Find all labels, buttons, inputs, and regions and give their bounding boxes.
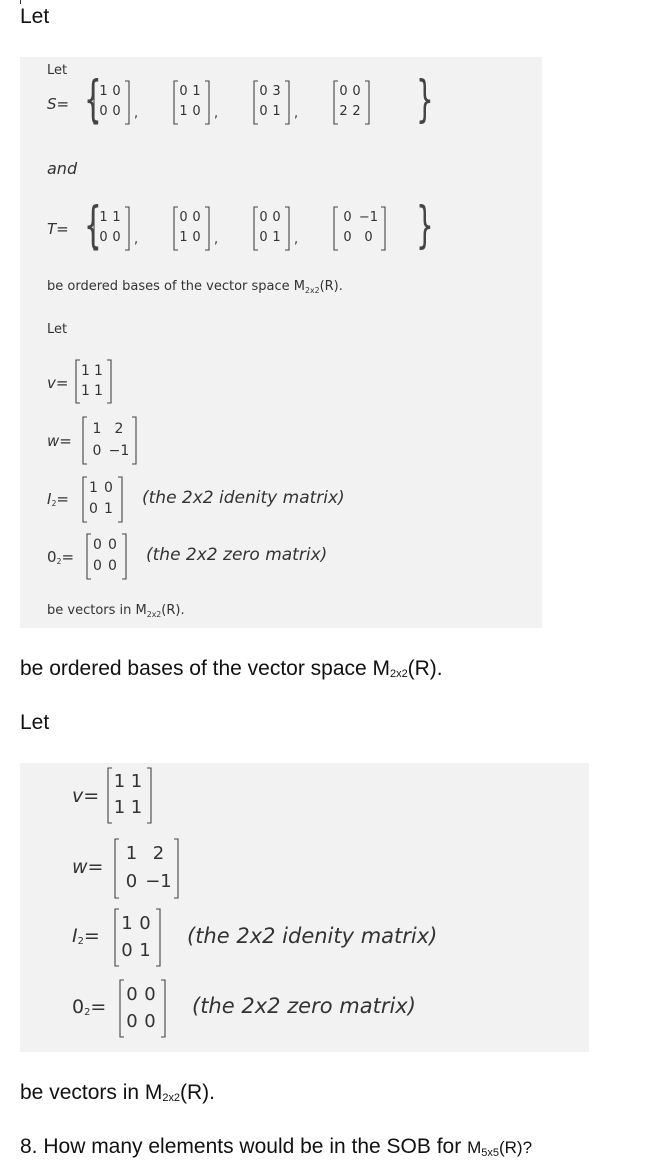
matrix-entry: 1 xyxy=(104,501,113,517)
p1-v-label: v= xyxy=(47,374,69,392)
set-T-label: T= xyxy=(47,220,69,238)
set-comma: , xyxy=(134,232,139,247)
matrix-entry: 0 xyxy=(126,984,138,1005)
matrix-entry: 1 xyxy=(272,104,281,119)
set-open-brace: { xyxy=(84,196,102,254)
matrix-entry: −1 xyxy=(108,443,130,459)
matrix-entry: 0 xyxy=(352,84,361,99)
question-8: 8. How many elements would be in the SOB for M5x5(R)? xyxy=(20,1135,533,1159)
matrix-entry: 1 xyxy=(179,104,188,119)
matrix-entry: 1 xyxy=(81,363,90,379)
set-open-brace: { xyxy=(84,70,102,128)
p1-w-label: w= xyxy=(47,432,72,450)
matrix-entry: −1 xyxy=(145,871,172,892)
let-line: Let xyxy=(20,711,50,734)
panel1-bases-text: be ordered bases of the vector space $M_{2x2}(R)$. xyxy=(47,279,343,295)
matrix-entry: −1 xyxy=(358,210,379,225)
matrix-entry: 0 xyxy=(104,480,113,496)
matrix-entry: 1 xyxy=(113,797,126,818)
matrix-entry: 2 xyxy=(352,104,361,119)
p2-I2-label: I2= xyxy=(72,925,100,947)
matrix-entry: 1 xyxy=(94,363,103,379)
matrix-entry: 1 xyxy=(125,843,138,864)
cursor-mark xyxy=(20,0,21,4)
p2-I2-note: (the 2x2 idenity matrix) xyxy=(187,924,438,948)
matrix-entry: 1 xyxy=(272,230,281,245)
matrix-entry: 1 xyxy=(113,771,126,792)
p1-zero-note: (the 2x2 zero matrix) xyxy=(146,545,328,565)
matrix-entry: 0 xyxy=(192,210,201,225)
matrix-entry: 1 xyxy=(192,84,201,99)
matrix-entry: 1 xyxy=(121,913,133,934)
matrix-entry: 0 xyxy=(92,443,102,459)
matrix-entry: 0 xyxy=(99,230,108,245)
matrix-entry: 0 xyxy=(364,230,373,245)
matrix-entry: 1 xyxy=(112,210,121,225)
matrix-entry: 0 xyxy=(139,913,151,934)
set-comma: , xyxy=(214,232,219,247)
matrix-entry: 0 xyxy=(144,1011,156,1032)
matrix-entry: 0 xyxy=(121,940,133,961)
matrix-entry: 0 xyxy=(112,84,121,99)
matrix-entry: 0 xyxy=(192,104,201,119)
matrix-entry: 0 xyxy=(108,558,117,574)
matrix-entry: 0 xyxy=(179,210,188,225)
matrix-entry: 2 xyxy=(152,843,165,864)
matrix-entry: 3 xyxy=(272,84,281,99)
set-comma: , xyxy=(214,106,219,121)
set-comma: , xyxy=(294,232,299,247)
set-comma: , xyxy=(134,106,139,121)
matrix-entry: 0 xyxy=(93,558,102,574)
matrix-entry: 1 xyxy=(179,230,188,245)
matrix-entry: 1 xyxy=(130,797,143,818)
matrix-entry: 0 xyxy=(339,84,348,99)
matrix-entry: 0 xyxy=(259,230,268,245)
panel1-vectors-text: be vectors in $M_{2x2}(R)$. xyxy=(47,603,185,619)
set-close-brace: } xyxy=(416,196,434,254)
set-close-brace: } xyxy=(416,70,434,128)
set-comma: , xyxy=(294,106,299,121)
matrix-entry: 1 xyxy=(139,940,151,961)
matrix-entry: 0 xyxy=(343,230,352,245)
matrix-entry: 0 xyxy=(112,104,121,119)
p2-w-label: w= xyxy=(72,856,104,878)
p1-I2-note: (the 2x2 idenity matrix) xyxy=(142,488,345,508)
matrix-entry: 0 xyxy=(259,104,268,119)
matrix-entry: 1 xyxy=(89,480,98,496)
matrix-entry: 0 xyxy=(179,84,188,99)
matrix-entry: 1 xyxy=(94,383,103,399)
matrix-entry: 1 xyxy=(99,210,108,225)
matrix-entry: 0 xyxy=(112,230,121,245)
matrix-entry: 0 xyxy=(108,537,117,553)
bases-line: be ordered bases of the vector space M2x2(R). xyxy=(20,657,443,680)
matrix-entry: 0 xyxy=(259,210,268,225)
matrix-entry: 2 xyxy=(114,421,124,437)
matrix-entry: 0 xyxy=(89,501,98,517)
p2-zero-label: 02= xyxy=(72,996,107,1018)
p2-v-label: v= xyxy=(72,785,100,807)
matrix-entry: 0 xyxy=(192,230,201,245)
p1-I2-label: I2= xyxy=(47,490,69,508)
vectors-line: be vectors in M2x2(R). xyxy=(20,1081,215,1104)
p2-zero-note: (the 2x2 zero matrix) xyxy=(192,994,416,1018)
matrix-entry: 0 xyxy=(343,210,352,225)
matrix-entry: 0 xyxy=(272,210,281,225)
matrix-entry: 0 xyxy=(125,871,138,892)
matrix-entry: 1 xyxy=(92,421,102,437)
panel1-and: and xyxy=(47,159,78,178)
matrix-entry: 1 xyxy=(81,383,90,399)
matrix-entry: 0 xyxy=(126,1011,138,1032)
p1-zero-label: 02= xyxy=(47,548,75,566)
set-S-label: S= xyxy=(47,95,70,113)
matrix-entry: 1 xyxy=(130,771,143,792)
matrix-entry: 0 xyxy=(99,104,108,119)
matrix-entry: 1 xyxy=(99,84,108,99)
panel1-let2: Let xyxy=(47,322,68,337)
matrix-entry: 0 xyxy=(144,984,156,1005)
matrix-entry: 2 xyxy=(339,104,348,119)
intro-let: Let xyxy=(20,5,50,28)
matrix-entry: 0 xyxy=(93,537,102,553)
panel1-let: Let xyxy=(47,63,68,78)
matrix-entry: 0 xyxy=(259,84,268,99)
